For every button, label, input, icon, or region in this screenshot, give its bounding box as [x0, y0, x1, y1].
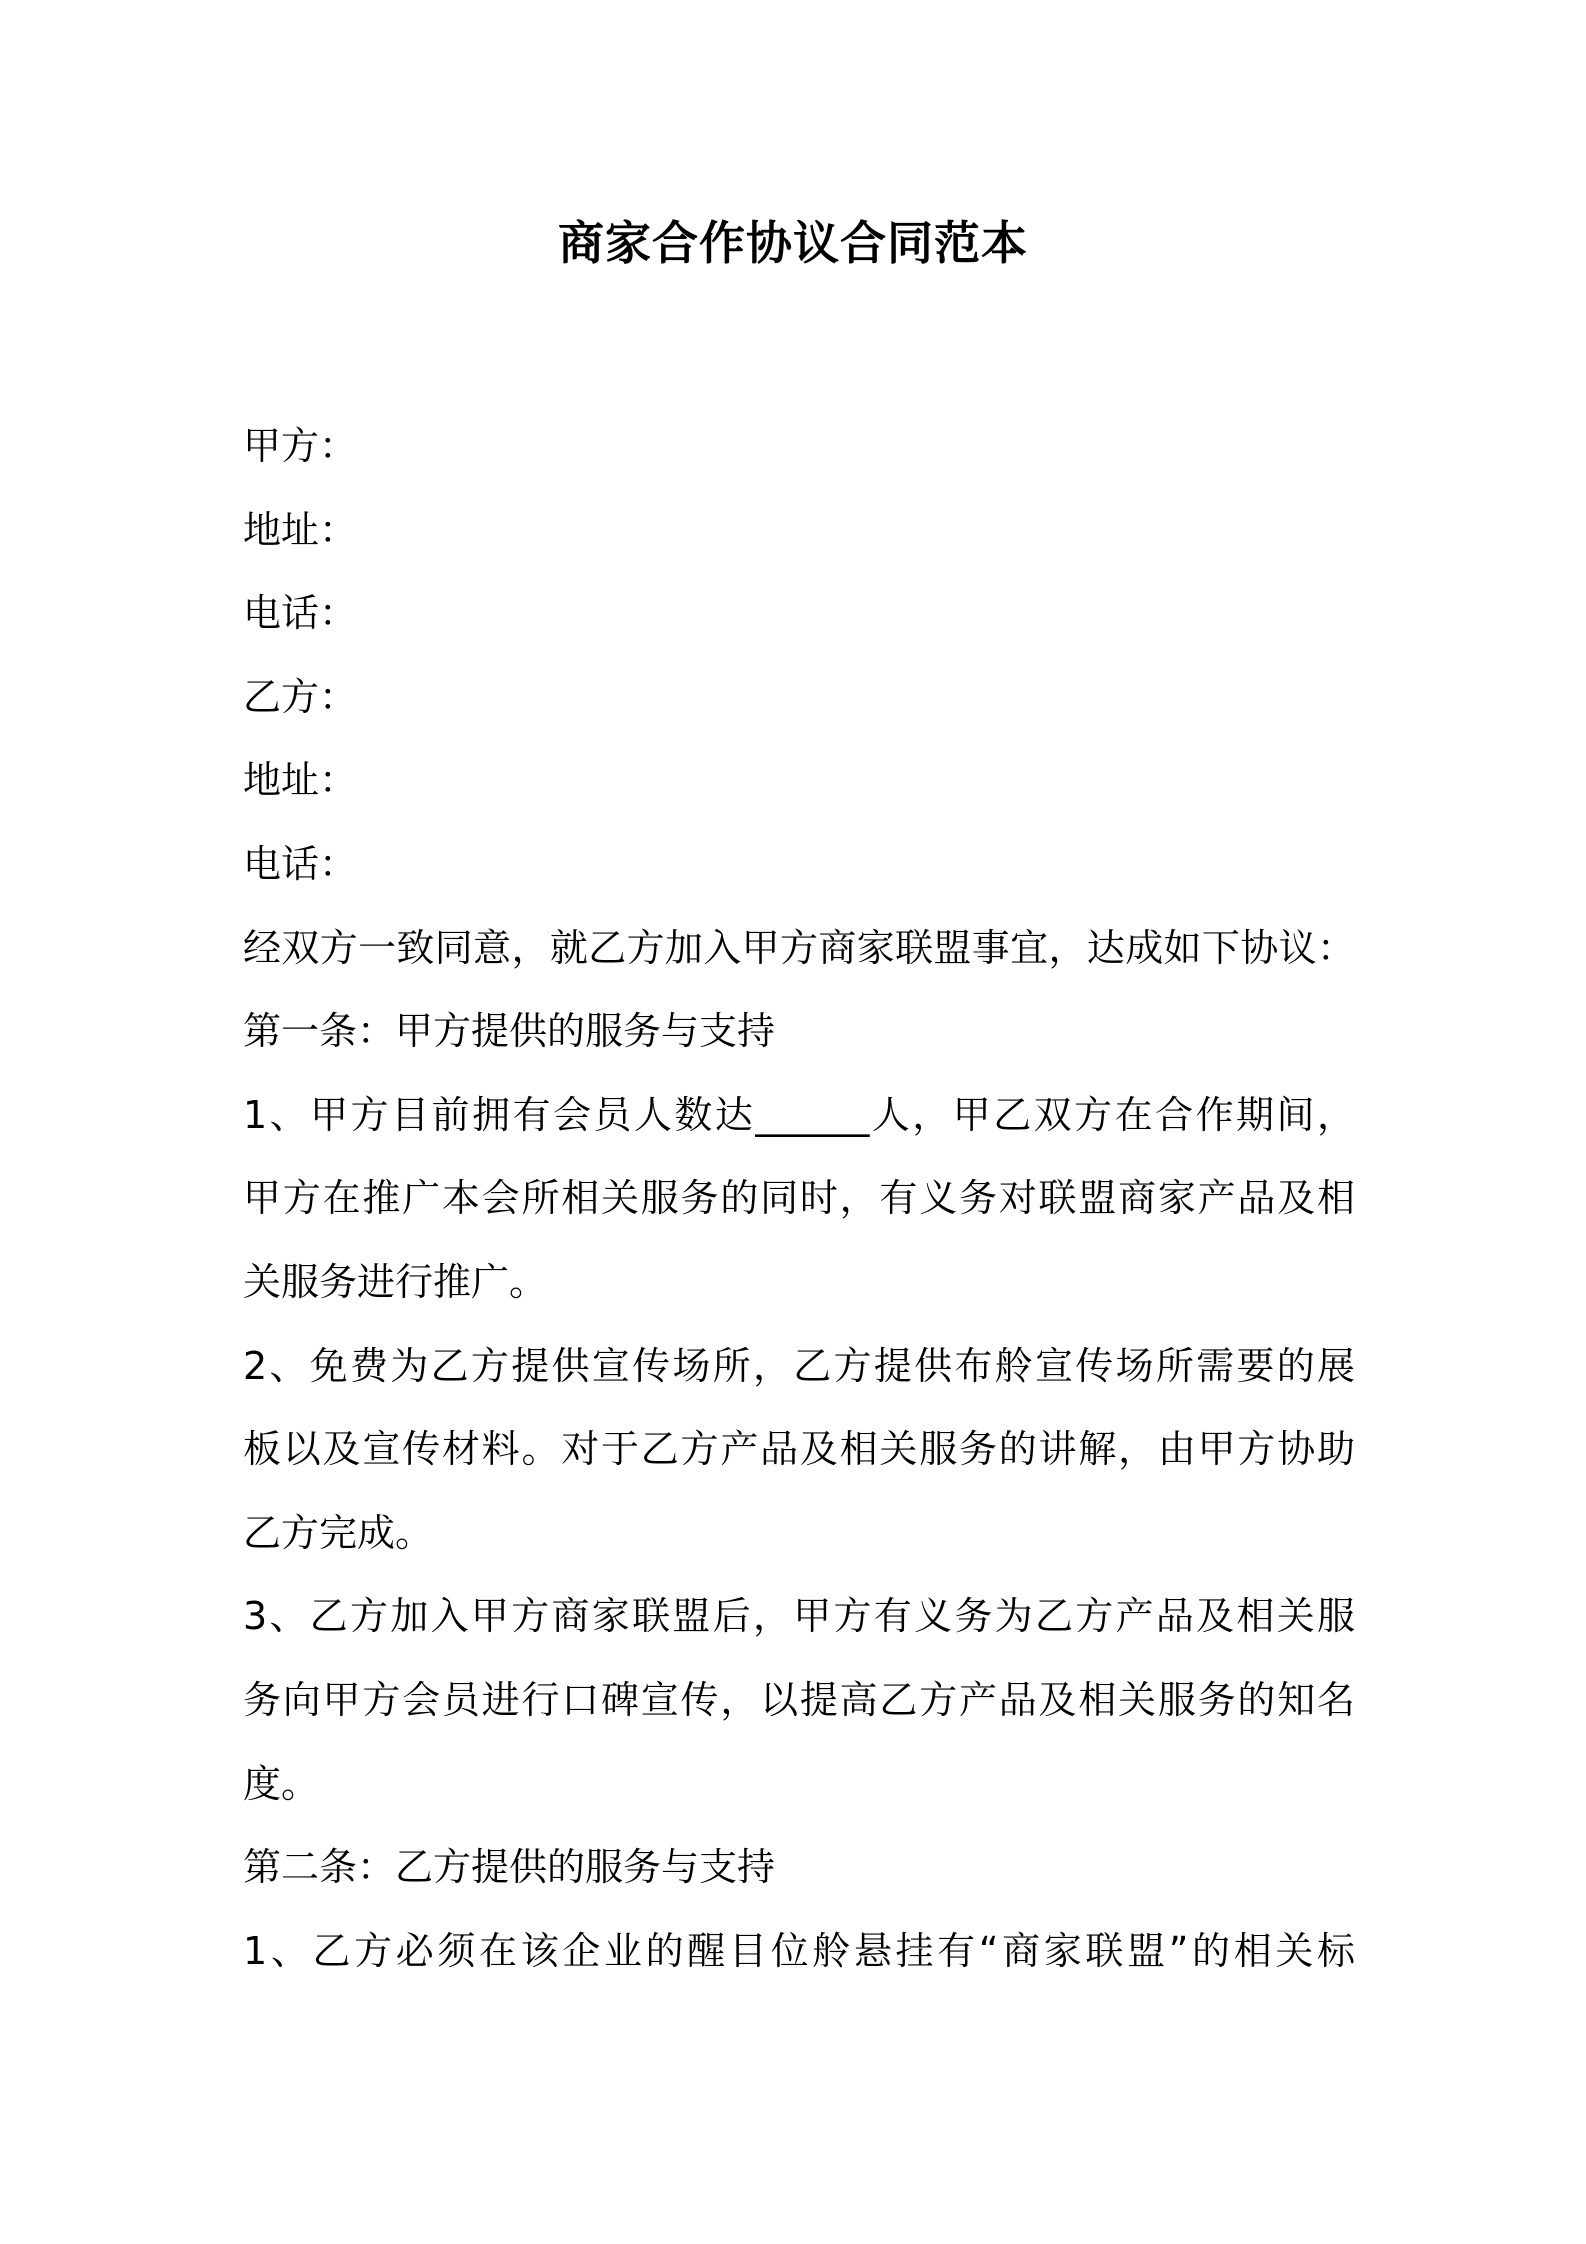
- party-b-address-label: 地址：: [243, 758, 358, 803]
- article-2-heading: 第二条：乙方提供的服务与支持: [243, 1845, 776, 1890]
- article-1-clause-3-line-1: 3、乙方加入甲方商家联盟后，甲方有义务为乙方产品及相关服: [243, 1594, 1355, 1639]
- preamble-paragraph: 经双方一致同意，就乙方加入甲方商家联盟事宜，达成如下协议：: [243, 925, 1355, 970]
- document-body: [243, 405, 1355, 1993]
- article-2-clause-1-line-1: 1、乙方必须在该企业的醒目位舲悬挂有“商家联盟”的相关标: [243, 1928, 1355, 1973]
- party-b-phone-label: 电话：: [243, 841, 358, 886]
- article-1-clause-3-line-2: 务向甲方会员进行口碑宣传，以提高乙方产品及相关服务的知名: [243, 1677, 1355, 1722]
- article-1-clause-3-line-3: 度。: [243, 1761, 320, 1806]
- party-a-phone-label: 电话：: [243, 591, 358, 636]
- party-a-label: 甲方：: [243, 424, 358, 468]
- article-1-clause-1-line-1: 1、甲方目前拥有会员人数达______人，甲乙双方在合作期间，: [243, 1092, 1355, 1137]
- article-1-clause-2-line-2: 板以及宣传材料。对于乙方产品及相关服务的讲解，由甲方协助: [243, 1427, 1355, 1472]
- article-1-heading: 第一条：甲方提供的服务与支持: [243, 1009, 776, 1054]
- article-1-clause-2-line-1: 2、免费为乙方提供宣传场所，乙方提供布舲宣传场所需要的展: [243, 1343, 1355, 1388]
- article-1-clause-1-line-3: 关服务进行推广。: [243, 1259, 548, 1304]
- party-a-address-label: 地址：: [243, 507, 358, 552]
- article-1-clause-2-line-3: 乙方完成。: [243, 1510, 434, 1555]
- article-1-clause-1-line-2: 甲方在推广本会所相关服务的同时，有义务对联盟商家产品及相: [243, 1176, 1355, 1221]
- document-title: 商家合作协议合同范本: [558, 216, 1028, 270]
- party-b-label: 乙方：: [243, 674, 358, 719]
